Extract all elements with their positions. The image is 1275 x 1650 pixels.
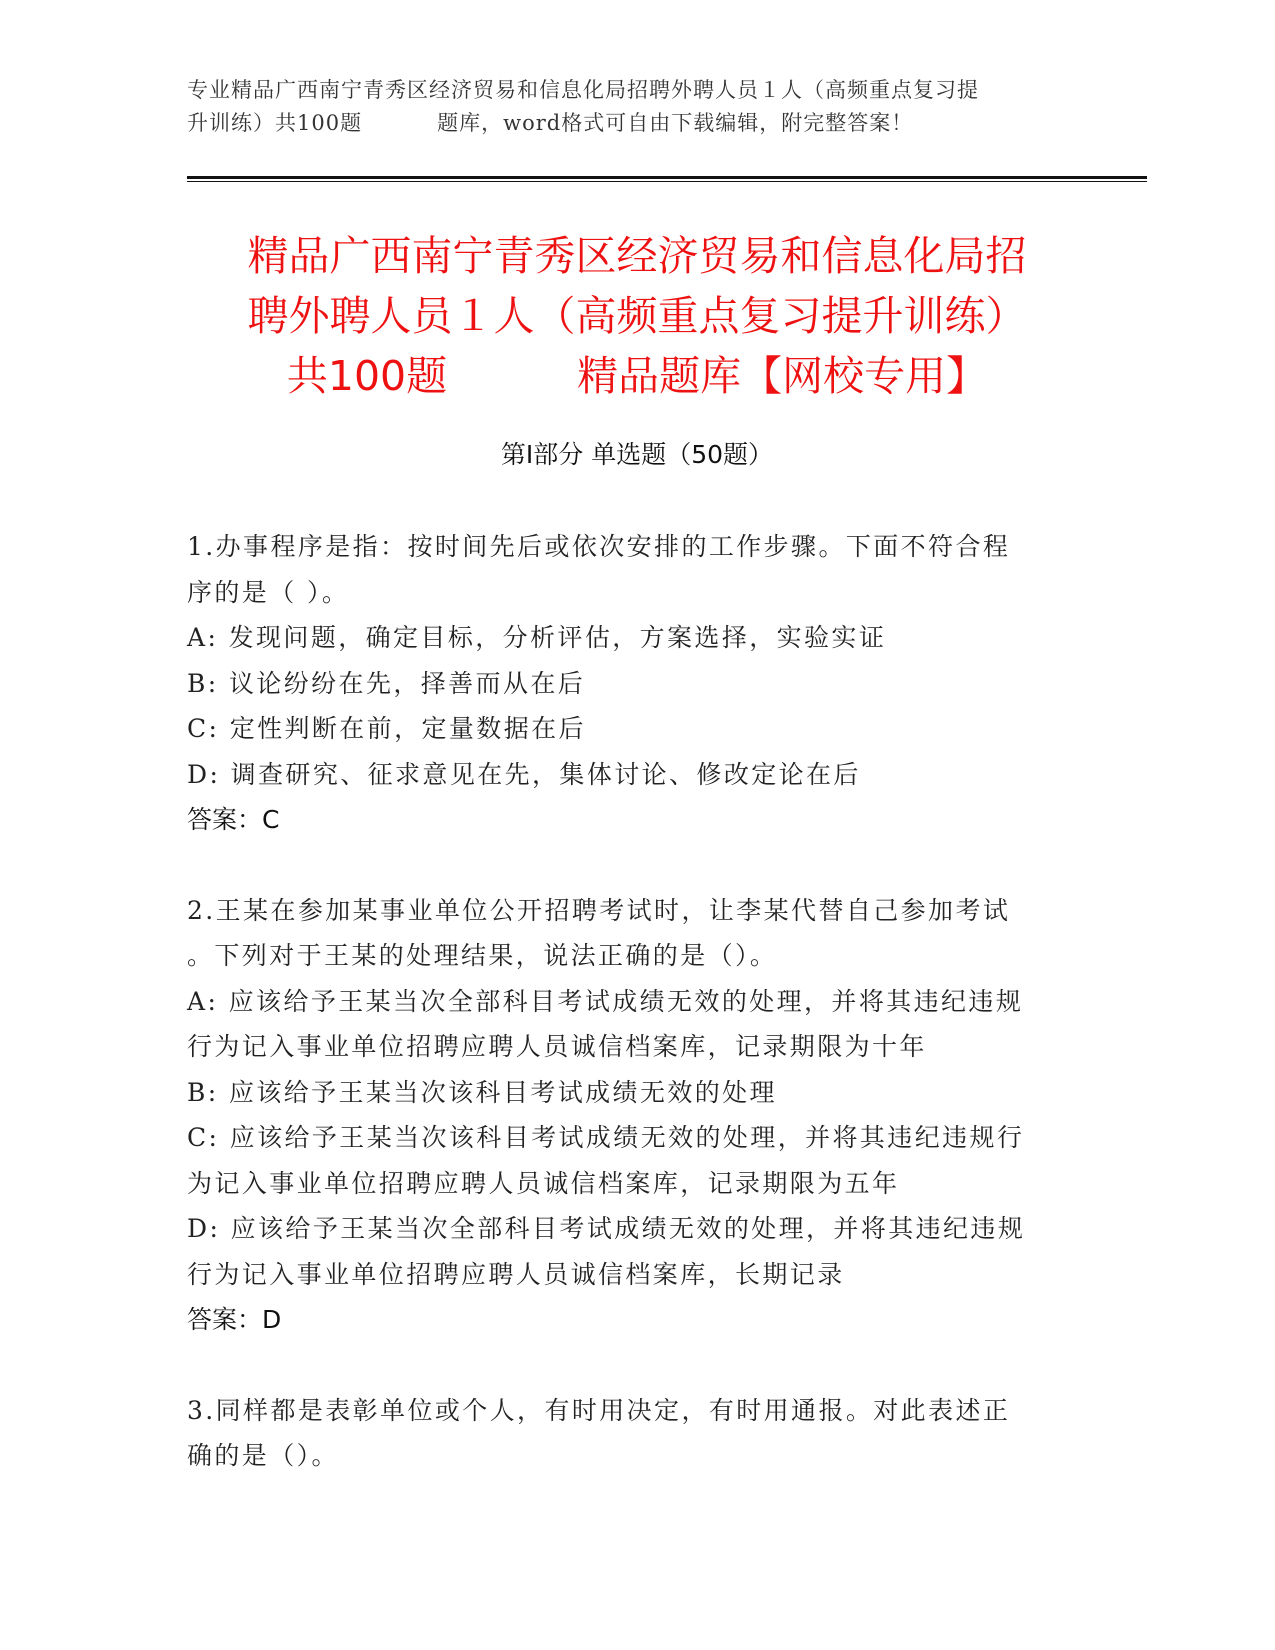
option-c-continued: 为记入事业单位招聘应聘人员诚信档案库，记录期限为五年	[187, 1168, 900, 1198]
question-stem-line: 1.办事程序是指：按时间先后或依次安排的工作步骤。下面不符合程	[187, 532, 1011, 561]
answer: 答案：D	[187, 1305, 282, 1334]
option-b: B: 应该给予王某当次该科目考试成绩无效的处理	[187, 1077, 777, 1107]
header-divider-thin	[187, 181, 1147, 182]
section-title: 第Ⅰ部分 单选题（50题）	[500, 440, 774, 469]
answer: 答案：C	[187, 805, 280, 834]
option-a-continued: 行为记入事业单位招聘应聘人员诚信档案库，记录期限为十年	[187, 1032, 927, 1061]
option-c: C: 定性判断在前，定量数据在后	[187, 714, 586, 743]
question-stem-line: 2.王某在参加某事业单位公开招聘考试时，让李某代替自己参加考试	[187, 895, 1011, 925]
question-stem-line: 。下列对于王某的处理结果，说法正确的是（）。	[187, 941, 778, 970]
document-title-line-3	[187, 346, 1087, 406]
header-note-line-2	[187, 107, 1087, 140]
question-1	[187, 524, 1087, 843]
document-title-line-2: 聘外聘人员１人（高频重点复习提升训练）	[247, 292, 1027, 340]
document-title-line-3-start: 共100题	[286, 352, 448, 400]
document-title-line-1: 精品广西南宁青秀区经济贸易和信息化局招	[247, 232, 1027, 280]
question-2	[187, 888, 1087, 1343]
option-d: D: 应该给予王某当次全部科目考试成绩无效的处理，并将其违纪违规	[187, 1214, 1026, 1243]
header-note-line-1: 专业精品广西南宁青秀区经济贸易和信息化局招聘外聘人员１人（高频重点复习提	[187, 78, 979, 102]
option-a: A: 应该给予王某当次全部科目考试成绩无效的处理，并将其违纪违规	[187, 986, 1024, 1016]
option-c: C: 应该给予王某当次该科目考试成绩无效的处理，并将其违纪违规行	[187, 1123, 1025, 1152]
header-note-line-2-end: 题库，word格式可自由下载编辑，附完整答案！	[437, 111, 914, 135]
question-stem-line: 确的是（）。	[187, 1441, 339, 1470]
question-stem-line: 序的是（ ）。	[187, 577, 350, 607]
question-stem-line: 3.同样都是表彰单位或个人，有时用决定，有时用通报。对此表述正	[187, 1395, 1011, 1425]
question-list	[187, 524, 1087, 1524]
option-b: B: 议论纷纷在先，择善而从在后	[187, 668, 586, 698]
header-note-line-2-start: 升训练）共100题	[187, 111, 363, 135]
header-note	[187, 74, 1087, 140]
question-3	[187, 1388, 1087, 1479]
document-title	[187, 226, 1087, 406]
option-d-continued: 行为记入事业单位招聘应聘人员诚信档案库，长期记录	[187, 1259, 845, 1289]
header-divider-thick	[187, 176, 1147, 179]
option-d: D: 调查研究、征求意见在先，集体讨论、修改定论在后	[187, 759, 861, 789]
option-a: A: 发现问题，确定目标，分析评估，方案选择，实验实证	[187, 623, 887, 652]
document-title-line-3-end: 精品题库【网校专用】	[577, 352, 988, 400]
